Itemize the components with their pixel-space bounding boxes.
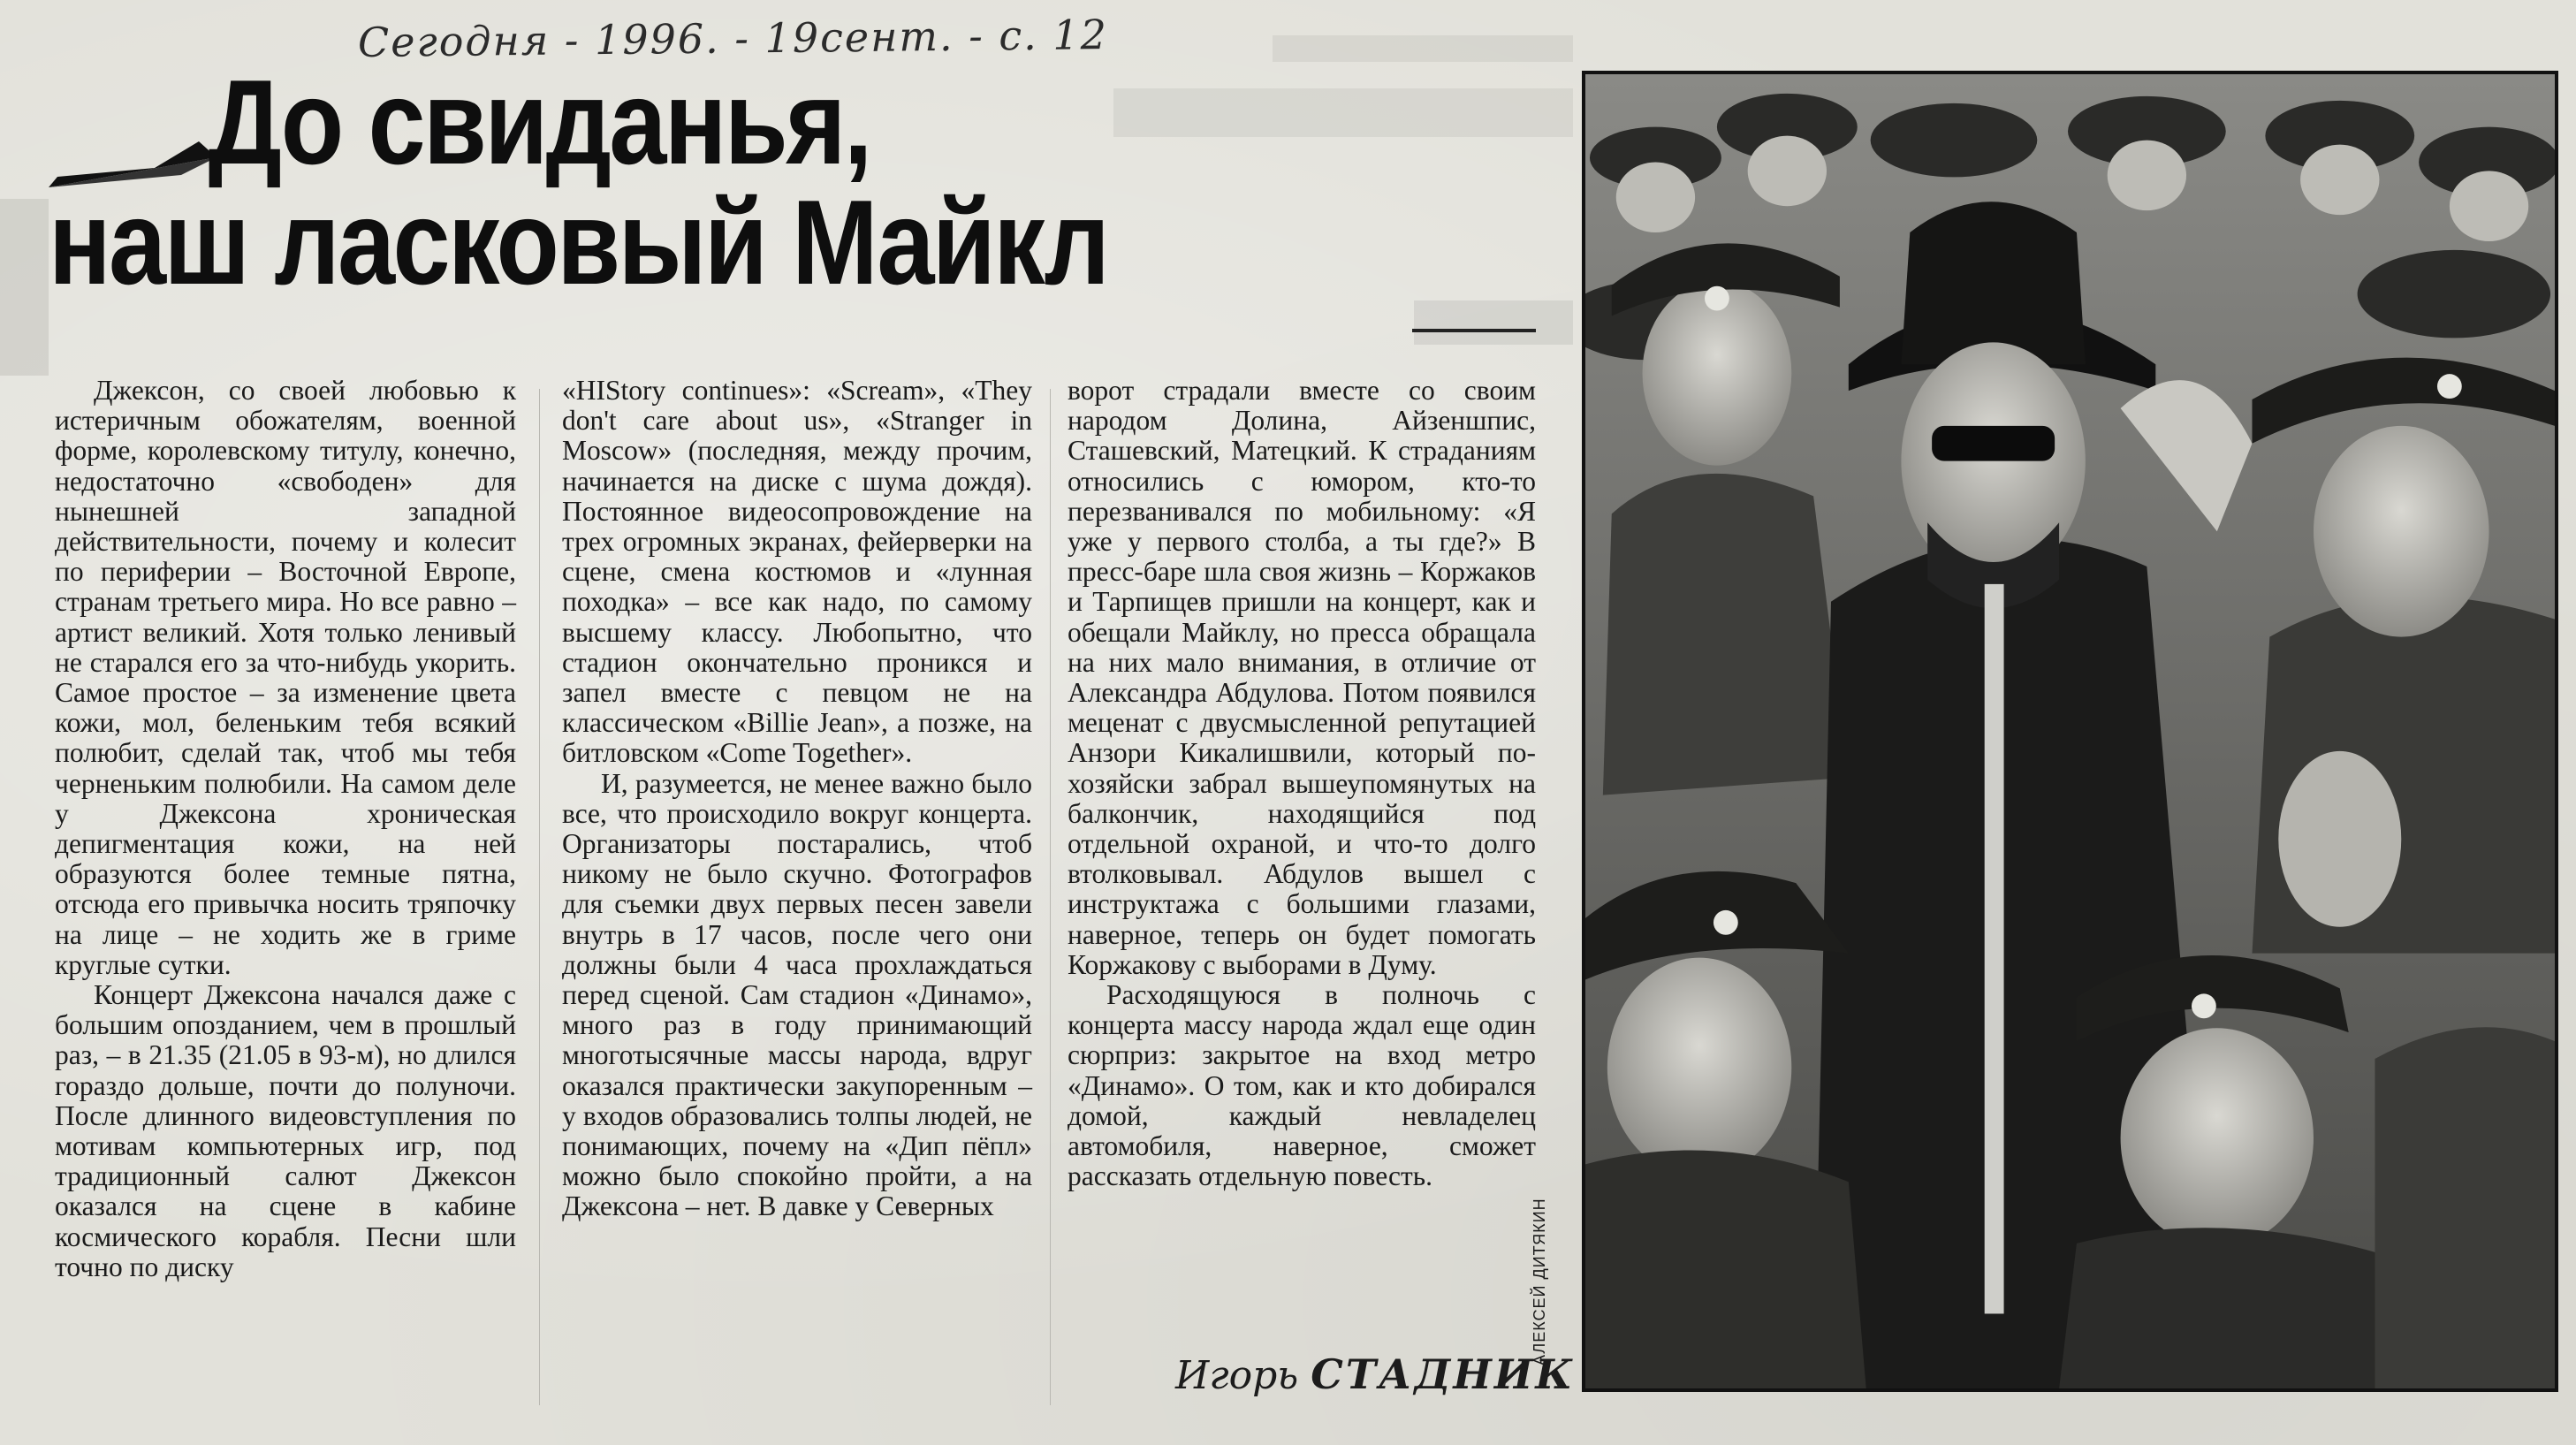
paragraph: «HIStory continues»: «Scream», «They don't care about us», «Stranger in Moscow» (последняя, между прочим, начинается на диске с шума дождя). Постоянное видеосопровождение на трех огромных экранах, фейерверки на сцене, смена костюмов и «лунная походка» – все как надо, по самому высшему классу. Любопытно, что стадион окончательно проникся и запел вместе с певцом не на классическом «Billie Jean», а позже, на битловском «Come Together». <box>562 375 1032 769</box>
paragraph: Концерт Джексона начался даже с большим опозданием, чем в прошлый раз, – в 21.35 (21.05 в 93-м), но длился гораздо дольше, почти до полуночи. После длинного видеовступления по мотивам компьютерных игр, под традиционный салют Джексон оказался на сцене в кабине космического корабля. Песни шли точно по диску <box>55 979 516 1282</box>
article-column-2 <box>562 376 1032 1222</box>
headline-line-1: До свиданья, <box>208 55 870 189</box>
author-last-name: СТАДНИК <box>1311 1350 1576 1398</box>
headline-rule <box>1412 329 1536 332</box>
headline-line-2: наш ласковый Майкл <box>49 175 1108 309</box>
paragraph: Расходящуюся в полночь с концерта массу народа ждал еще один сюрприз: закрытое на вход метро «Динамо». О том, как и кто добирался домой, каждый невладелец автомобиля, наверное, сможет рассказать отдельную повесть. <box>1068 979 1536 1192</box>
bleed-through-bar <box>0 199 49 376</box>
article-column-1 <box>55 376 516 1282</box>
handwritten-source-note: Сегодня - 1996. - 19сент. - с. 12 <box>357 11 1109 66</box>
paragraph: И, разумеется, не менее важно было все, что происходило вокруг концерта. Организаторы постарались, чтоб никому не было скучно. Фотографов для съемки двух первых песен завели внутрь в 17 часов, после чего они должны были 4 часа прохлаждаться перед сценой. Сам стадион «Динамо», много раз в году принимающий многотысячные массы народа, вдруг оказался практически закупоренным – у входов образовались толпы людей, не понимающих, почему на «Дип пёпл» можно было спокойно пройти, а на Джексона – нет. В давке у Северных <box>562 767 1032 1222</box>
bleed-through-bar <box>1414 300 1573 345</box>
photo-illustration <box>1585 74 2555 1388</box>
byline <box>1175 1350 1575 1398</box>
author-first-name: Игорь <box>1175 1353 1299 1398</box>
article-column-3 <box>1068 376 1536 1191</box>
paragraph: ворот страдали вместе со своим народом Долина, Айзеншпис, Сташевский, Матецкий. К страданиям относились с юмором, кто-то перезванивался по мобильному: «Я уже у первого столба, а ты где?» В пресс-баре шла своя жизнь – Коржаков и Тарпищев пришли на концерт, как и обещали Майклу, но пресса обращала на них мало внимания, в отличие от Александра Абдулова. Потом появился меценат с двусмысленной репутацией Анзори Кикалишвили, который по-хозяйски забрал вышеупомянутых на балкончик, находящийся под отдельной охраной, и что-то долго втолковывал. Абдулов вышел с инструктажа с большими глазами, наверное, теперь он будет помогать Коржакову с выборами в Думу. <box>1068 375 1536 980</box>
article-headline <box>49 55 1235 309</box>
column-divider <box>539 389 540 1405</box>
column-divider <box>1050 389 1051 1405</box>
news-photo <box>1582 71 2558 1392</box>
photo-credit: АЛЕКСЕЙ ДИТЯКИН <box>1531 1198 1548 1365</box>
paragraph: Джексон, со своей любовью к истеричным обожателям, военной форме, королевскому титулу, конечно, недостаточно «свободен» для нынешней западной действительности, почему и колесит по периферии – Восточной Европе, странам третьего мира. Но все равно – артист великий. Хотя только ленивый не старался его за что-нибудь укорить. Самое простое – за изменение цвета кожи, мол, беленьким тебя всякий полюбит, сделай так, чтоб мы тебя черненьким полюбили. На самом деле у Джексона хроническая депигментация кожи, на ней образуются более темные пятна, отсюда его привычка носить тряпочку на лице – не ходить же в гриме круглые сутки. <box>55 375 516 980</box>
